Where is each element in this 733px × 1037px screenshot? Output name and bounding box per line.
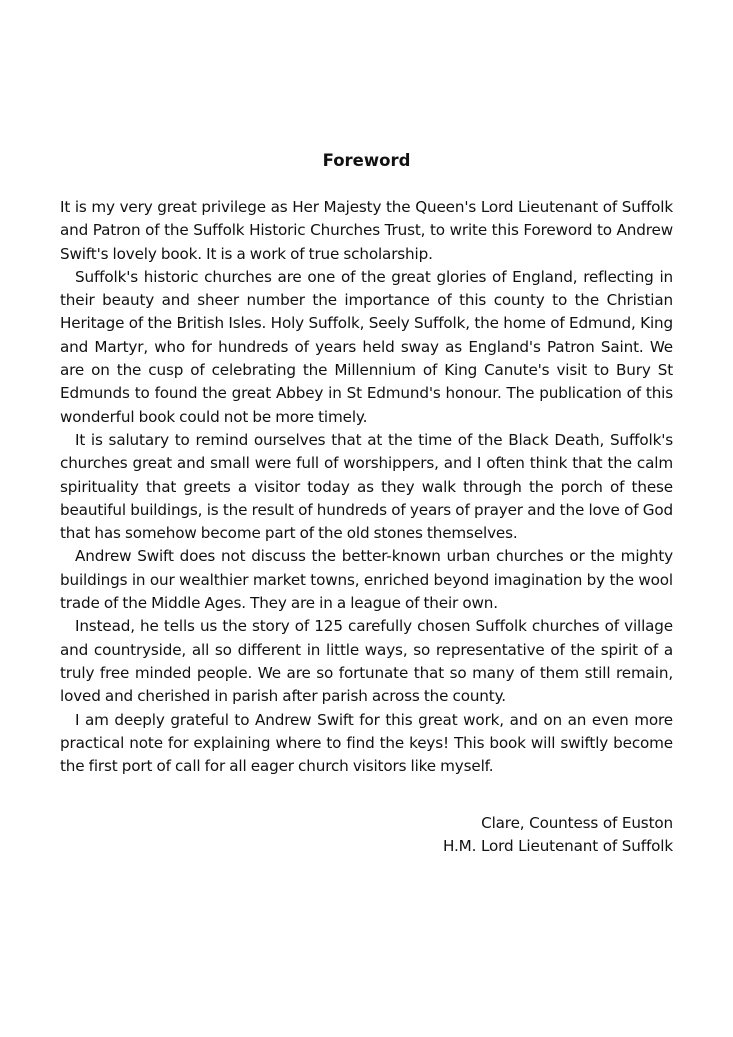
paragraph-6: I am deeply grateful to Andrew Swift for this great work, and on an even more practical note for explaining where to find the keys! This book will swiftly become the first port of call for all eager church visitors like myself. <box>60 710 673 776</box>
paragraph-4: Andrew Swift does not discuss the better-known urban churches or the mighty buildings in our wealthier market towns, enriched beyond imagination by the wool trade of the Middle Ages. They are in a league of their own. <box>60 547 673 613</box>
page-title: Foreword <box>322 151 411 170</box>
paragraph-3: It is salutary to remind ourselves that at the time of the Black Death, Suffolk's churches great and small were full of worshippers, and I often think that the calm spirituality that greets a visitor today as they walk through the porch of these beautiful buildings, is the result of hundreds of years of prayer and the love of God that has somehow become part of the old stones themselves. <box>60 430 673 543</box>
signature-role: H.M. Lord Lieutenant of Suffolk <box>442 837 673 856</box>
paragraph-1: It is my very great privilege as Her Majesty the Queen's Lord Lieutenant of Suffolk and Patron of the Suffolk Historic Churches Trust, to write this Foreword to Andrew Swift's lovely book. It is a work of true scholarship. <box>60 198 673 263</box>
paragraph-2: Suffolk's historic churches are one of the great glories of England, reflecting in their beauty and sheer number the importance of this county to the Christian Heritage of the British Isles. Holy Suffolk, Seely Suffolk, the home of Edmund, King and Martyr, who for hundreds of years held sway as England's Patron Saint. We are on the cusp of celebrating the Millennium of King Canute's visit to Bury St Edmunds to found the great Abbey in St Edmund's honour. The publication of this wonderful book could not be more timely. <box>60 267 673 426</box>
foreword-page <box>60 150 673 858</box>
paragraph-5: Instead, he tells us the story of 125 carefully chosen Suffolk churches of village and countryside, all so different in little ways, so representative of the spirit of a truly free minded people. We are so fortunate that so many of them still remain, loved and cherished in parish after parish across the county. <box>60 617 673 706</box>
signature-name: Clare, Countess of Euston <box>481 814 673 833</box>
signature-block <box>60 812 673 858</box>
